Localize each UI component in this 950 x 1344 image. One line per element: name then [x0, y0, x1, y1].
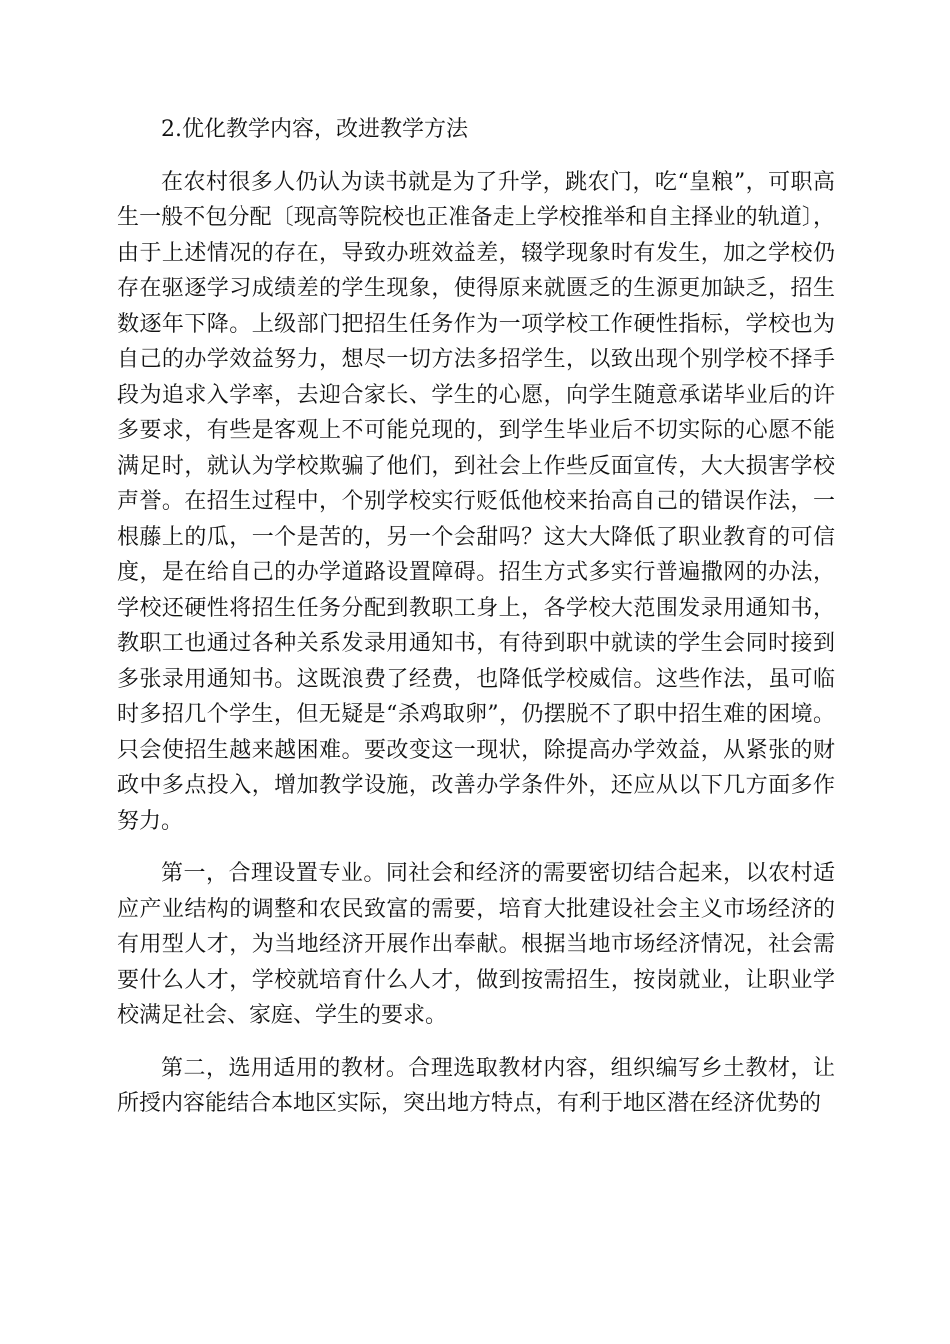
paragraph-second-point: 第二，选用适用的教材。合理选取教材内容，组织编写乡土教材，让所授内容能结合本地区实际，突出地方特点，有利于地区潜在经济优势的: [117, 1055, 835, 1116]
section-heading: 2.优化教学内容，改进教学方法: [161, 117, 468, 142]
document-page: [117, 112, 835, 1139]
paragraph-enrollment-issues: 在农村很多人仍认为读书就是为了升学，跳农门，吃“皇粮”，可职高生一般不包分配〔现高等院校也正准备走上学校推举和自主择业的轨道〕，由于上述情况的存在，导致办班效益差，辍学现象时有发生，加之学校仍存在驱逐学习成绩差的学生现象，使得原来就匮乏的生源更加缺乏，招生数逐年下降。上级部门把招生任务作为一项学校工作硬性指标，学校也为自己的办学效益努力，想尽一切方法多招学生，以致出现个别学校不择手段为追求入学率，去迎合家长、学生的心愿，向学生随意承诺毕业后的许多要求，有些是客观上不可能兑现的，到学生毕业后不切实际的心愿不能满足时，就认为学校欺骗了他们，到社会上作些反面宣传，大大损害学校声誉。在招生过程中，个别学校实行贬低他校来抬高自己的错误作法，一根藤上的瓜，一个是苦的，另一个会甜吗？这大大降低了职业教育的可信度，是在给自己的办学道路设置障碍。招生方式多实行普遍撒网的办法，学校还硬性将招生任务分配到教职工身上，各学校大范围发录用通知书，教职工也通过各种关系发录用通知书，有待到职中就读的学生会同时接到多张录用通知书。这既浪费了经费，也降低学校威信。这些作法，虽可临时多招几个学生，但无疑是“杀鸡取卵”，仍摆脱不了职中招生难的困境。只会使招生越来越困难。要改变这一现状，除提高办学效益，从紧张的财政中多点投入，增加教学设施，改善办学条件外，还应从以下几方面多作努力。: [117, 169, 835, 834]
paragraph-first-point: 第一，合理设置专业。同社会和经济的需要密切结合起来，以农村适应产业结构的调整和农民致富的需要，培育大批建设社会主义市场经济的有用型人才，为当地经济开展作出奉献。根据当地市场经济情况，社会需要什么人才，学校就培育什么人才，做到按需招生，按岗就业，让职业学校满足社会、家庭、学生的要求。: [117, 861, 835, 1028]
